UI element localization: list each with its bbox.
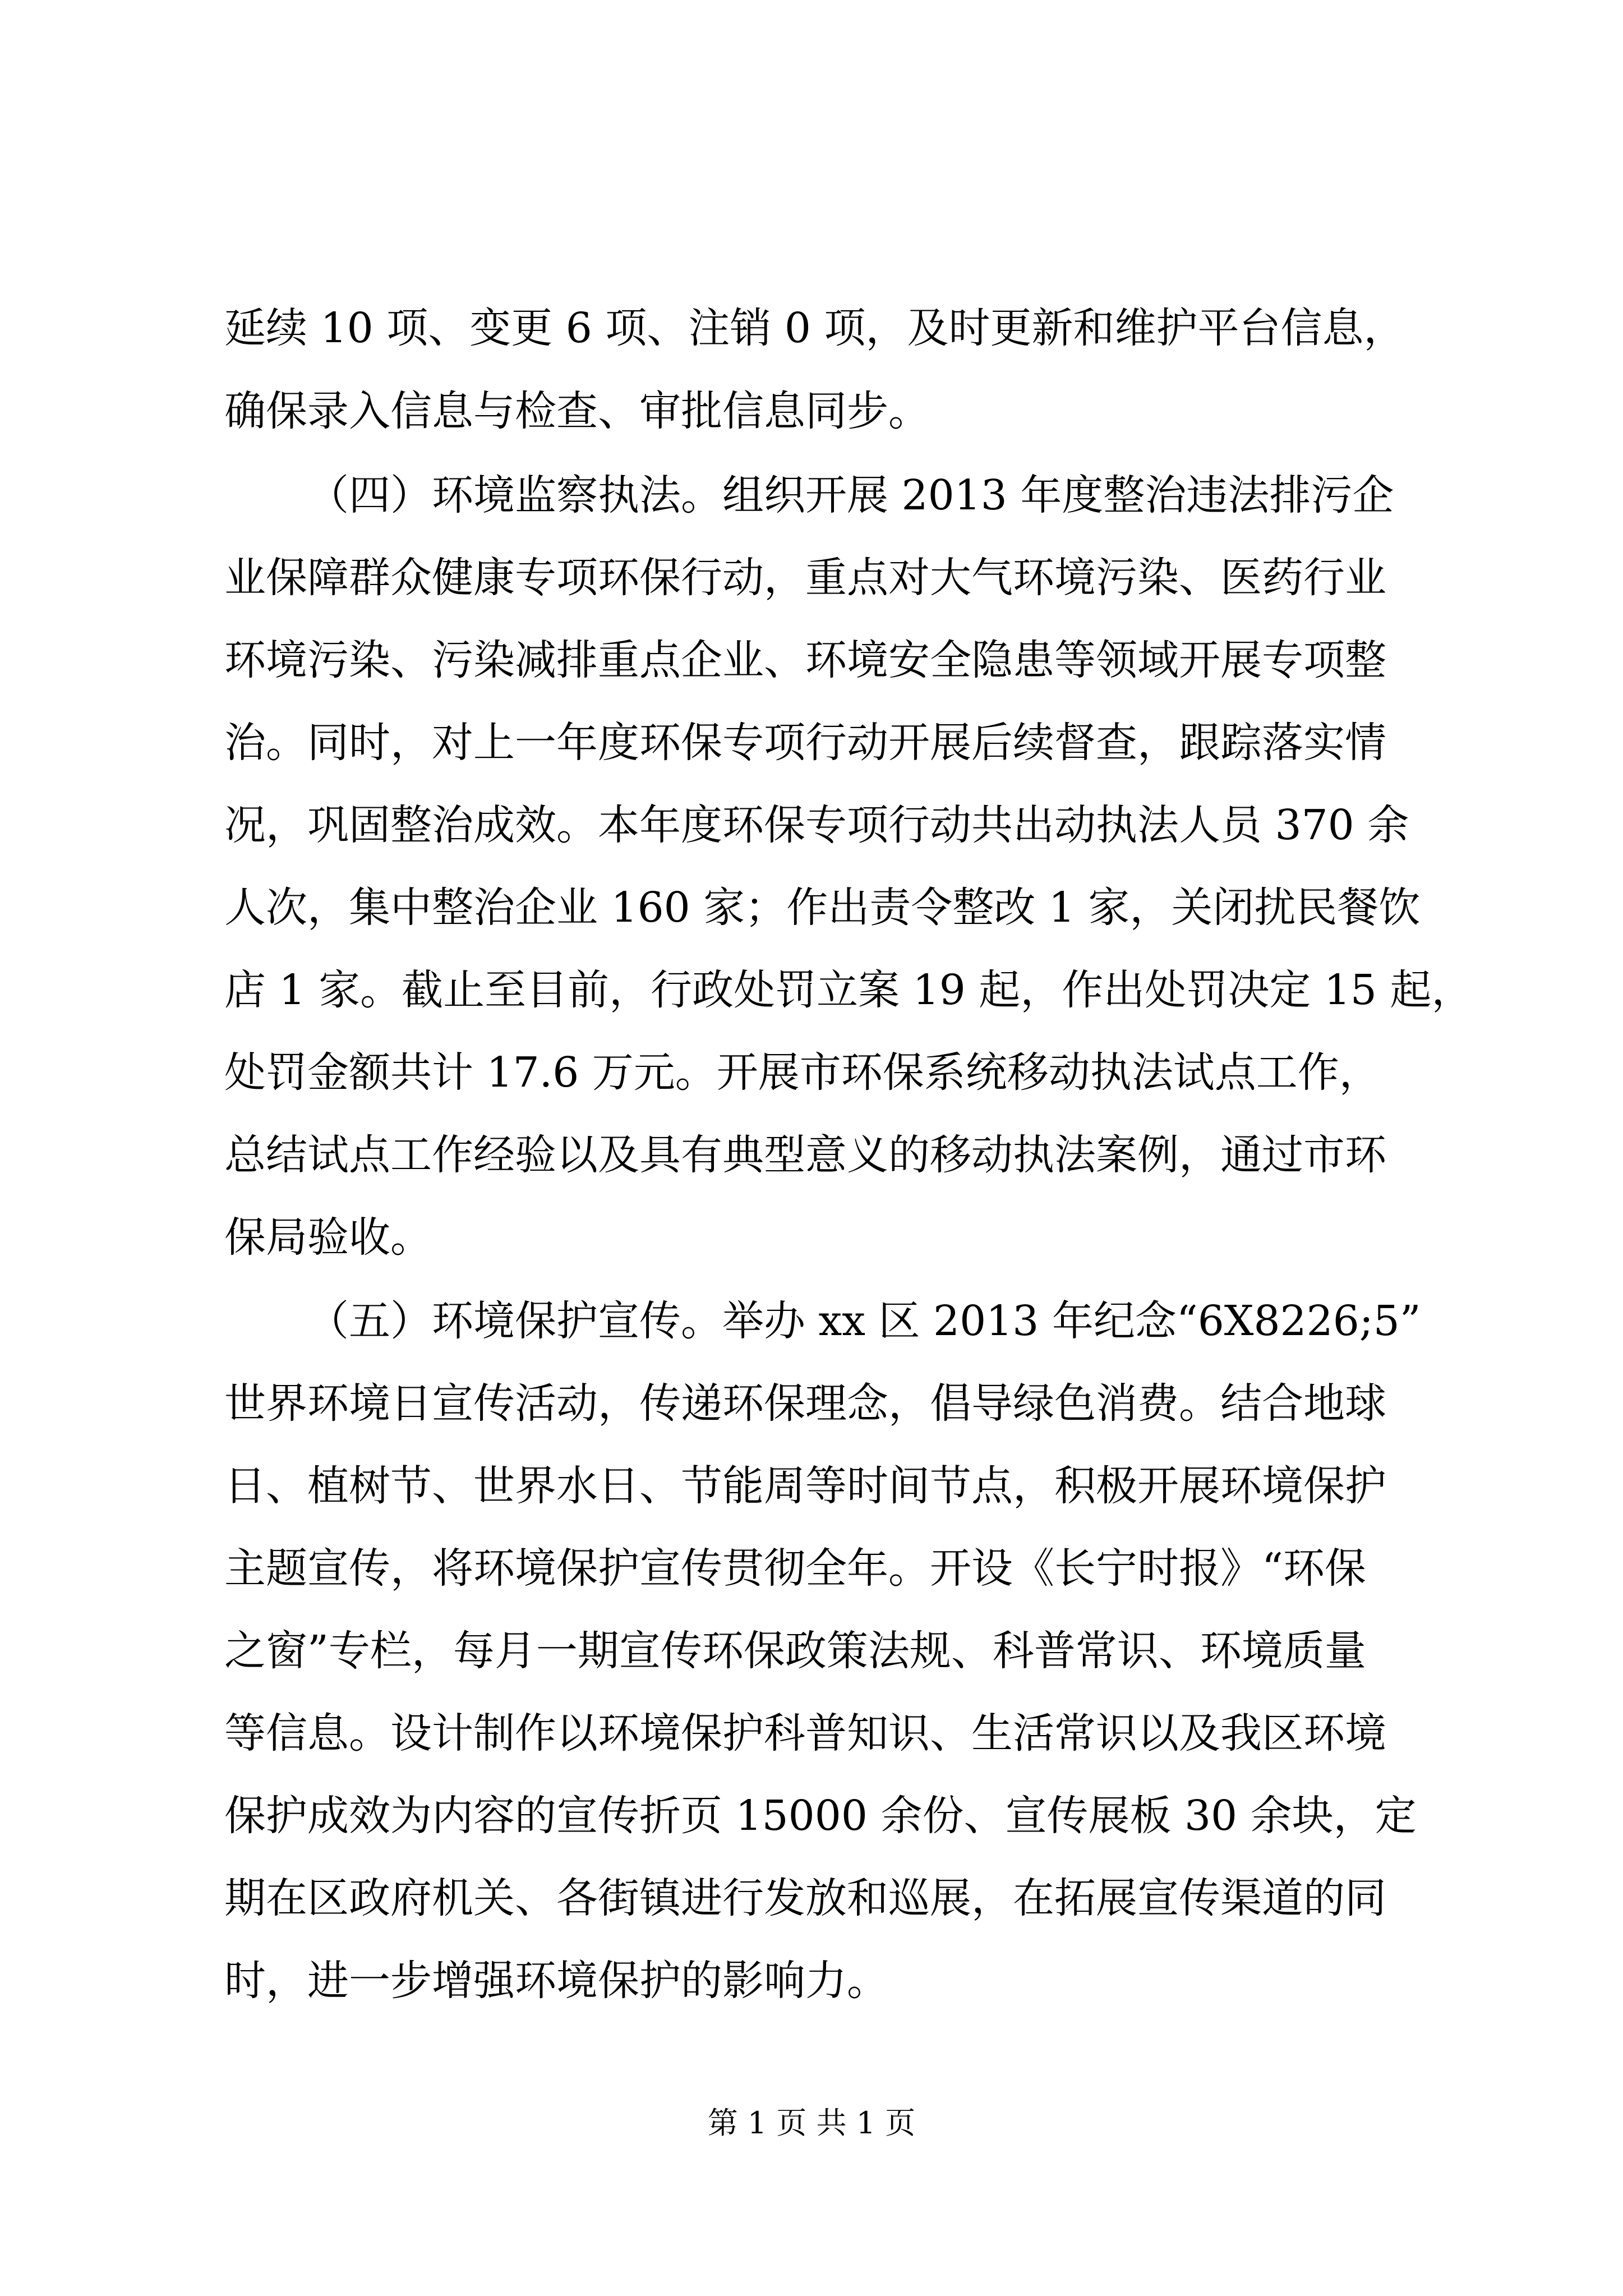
text-line: 主题宣传，将环境保护宣传贯彻全年。开设《长宁时报》“环保 (224, 1544, 1366, 1593)
text-line: 确保录入信息与检查、审批信息同步。 (224, 387, 930, 435)
text-line: 治。同时，对上一年度环保专项行动开展后续督查，跟踪落实情 (224, 719, 1386, 767)
paragraph-heading-line: （四）环境监察执法。组织开展 2013 年度整治违法排污企 (307, 471, 1394, 519)
text-line: 处罚金额共计 17.6 万元。开展市环保系统移动执法试点工作， (224, 1048, 1381, 1097)
text-line: 期在区政府机关、各街镇进行发放和巡展，在拓展宣传渠道的同 (224, 1874, 1386, 1922)
text-line: 保局验收。 (224, 1213, 432, 1262)
page-footer: 第 1 页 共 1 页 (707, 2105, 916, 2141)
text-line: 人次，集中整治企业 160 家；作出责令整改 1 家，关闭扰民餐饮 (224, 884, 1421, 932)
text-line: 日、植树节、世界水日、节能周等时间节点，积极开展环境保护 (224, 1462, 1386, 1510)
text-line: 环境污染、污染减排重点企业、环境安全隐患等领域开展专项整 (224, 636, 1386, 684)
text-line: 况，巩固整治成效。本年度环保专项行动共出动执法人员 370 余 (224, 801, 1409, 849)
text-line: 总结试点工作经验以及具有典型意义的移动执法案例，通过市环 (224, 1131, 1386, 1179)
text-line: 保护成效为内容的宣传折页 15000 余份、宣传展板 30 余块，定 (224, 1792, 1417, 1840)
text-line: 时，进一步增强环境保护的影响力。 (224, 1957, 888, 2005)
text-line: 业保障群众健康专项环保行动，重点对大气环境污染、医药行业 (224, 554, 1386, 602)
text-line: 之窗”专栏，每月一期宣传环保政策法规、科普常识、环境质量 (224, 1627, 1366, 1675)
text-line: 店 1 家。截止至目前，行政处罚立案 19 起，作出处罚决定 15 起， (224, 966, 1473, 1014)
text-line: 世界环境日宣传活动，传递环保理念，倡导绿色消费。结合地球 (224, 1379, 1386, 1428)
text-line: 等信息。设计制作以环境保护科普知识、生活常识以及我区环境 (224, 1709, 1386, 1757)
text-line: 延续 10 项、变更 6 项、注销 0 项，及时更新和维护平台信息， (224, 304, 1405, 352)
paragraph-heading-line: （五）环境保护宣传。举办 xx 区 2013 年纪念“6X8226;5” (307, 1297, 1421, 1345)
